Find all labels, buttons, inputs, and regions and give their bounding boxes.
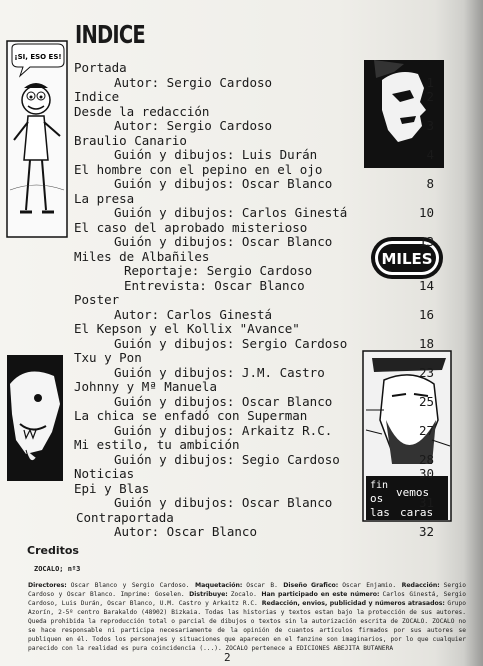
credits-text bbox=[28, 581, 466, 653]
comic-caption-fin: fin bbox=[370, 480, 389, 491]
toc-entry-title: La presa bbox=[74, 190, 135, 206]
toc-entry-author: Reportaje: Sergio Cardoso bbox=[124, 263, 313, 278]
credits-label: Han participado en este número: bbox=[261, 591, 383, 598]
toc-entry-title: Johnny y Mª Manuela bbox=[74, 379, 217, 394]
credits-value: Grupo Azorín, 2-5º centro Barakaldo (48902) Bizkaia. Todas las historias y textos estan bajo la protección de sus autores. Queda prohibida la reproducción total o parcial de dibujos o textos sin la autorización escrita de ZOCALO. ZOCALO no se hace responsable ni participa necesariamente de la opinión de cuantos artículos firmados por sus autores se publiquen en él. Todos los personajes y situaciones que aparecen en el fanzine son imaginarios, por lo que cualquier parecido con la realidad es pura coincidencia (...). ZOCALO pertenece a EDICIONES ABEJITA BUTANERA bbox=[28, 600, 466, 652]
toc-entry-author: Guión y dibujos: J.M. Castro bbox=[114, 364, 325, 380]
toc-page-number: 23 bbox=[418, 364, 434, 380]
toc-entry-author: Autor: Sergio Cardoso bbox=[114, 74, 273, 90]
toc-page-number: 8 bbox=[426, 176, 434, 191]
credits-label: Distribuye: bbox=[189, 591, 231, 598]
toc-entry-title: Mi estilo, tu ambición bbox=[74, 437, 240, 452]
toc-page-number: 14 bbox=[418, 277, 434, 293]
page-title: INDICE bbox=[75, 20, 145, 49]
toc-entry-title: Portada bbox=[74, 60, 127, 75]
toc-entry-author: Guión y dibujos: Oscar Blanco bbox=[114, 495, 333, 510]
toc-page-number: 31 bbox=[418, 495, 434, 510]
toc-entry-title: El caso del aprobado misterioso bbox=[74, 219, 308, 235]
toc-entry-author: Autor: Oscar Blanco bbox=[114, 524, 257, 539]
toc-page-number: 16 bbox=[418, 306, 434, 322]
toc-entry-title: Contraportada bbox=[76, 509, 174, 525]
toc-entry-author: Guión y dibujos: Luis Durán bbox=[114, 147, 318, 162]
toc-entry-author: Entrevista: Oscar Blanco bbox=[124, 277, 305, 293]
credits-label: Maquetación: bbox=[194, 582, 247, 589]
toc-page-number: 18 bbox=[418, 335, 434, 351]
toc-entry-author: Autor: Carlos Ginestá bbox=[114, 306, 273, 322]
toc-entry-title: El Kepson y el Kollix "Avance" bbox=[74, 321, 300, 336]
credits-label: Directores: bbox=[28, 582, 71, 589]
toc-page-number: 10 bbox=[418, 205, 434, 220]
page-number: 2 bbox=[224, 651, 231, 664]
toc-entry-title: Poster bbox=[74, 292, 120, 307]
credits-value: Oscar B. bbox=[246, 582, 284, 589]
toc-page-number: 28 bbox=[418, 451, 434, 467]
toc-entry-title: La chica se enfadó con Superman bbox=[74, 408, 308, 423]
toc-page-number: 30 bbox=[418, 466, 434, 481]
toc-entry-title: Txu y Pon bbox=[74, 350, 142, 365]
comic-caption-os: os bbox=[370, 492, 384, 505]
speech-bubble-text: ¡SI, ESO ES! bbox=[14, 53, 62, 61]
comic-caption-vemos: vemos bbox=[396, 486, 430, 499]
credits-value: Sergio Cardoso y Oscar Blanco. Imprime: Goselen. bbox=[28, 582, 466, 598]
toc-page-number: 25 bbox=[418, 393, 434, 409]
credits-label: Diseño Grafico: bbox=[283, 582, 343, 589]
credits-value: Carlos Ginestá, Sergio Cardoso, Luis Durán, Oscar Blanco, U.M. Castro y Arkaitz R.C. bbox=[28, 591, 466, 607]
toc-entry-title: Braulio Canario bbox=[74, 132, 187, 148]
toc-page-number: 27 bbox=[418, 422, 434, 438]
credits-value: Oscar Blanco y Sergio Cardoso. bbox=[70, 582, 195, 589]
toc-entry-author: Guión y dibujos: Arkaitz R.C. bbox=[114, 422, 333, 438]
toc-page-number: 1 bbox=[426, 74, 434, 90]
credits-label: Redacción: bbox=[401, 582, 444, 589]
toc-page-number: 4 bbox=[426, 147, 434, 162]
toc-entry-title: Miles de Albañiles bbox=[74, 248, 210, 264]
toc-page-number: 3 bbox=[426, 118, 434, 133]
toc-entry-author: Guión y dibujos: Oscar Blanco bbox=[114, 393, 333, 409]
toc-entry-author: Guión y dibujos: Segio Cardoso bbox=[114, 451, 340, 467]
toc-entry-title: Epi y Blas bbox=[74, 480, 150, 496]
toc-entry-title: Indice bbox=[74, 89, 120, 104]
toc-entry-title: Noticias bbox=[74, 466, 135, 481]
credits-label: Redacción, envios, publicidad y números atrasados: bbox=[261, 600, 448, 607]
credits-value: Zocalo. bbox=[230, 591, 262, 598]
toc-entry-author: Autor: Sergio Cardoso bbox=[114, 118, 273, 133]
issue-number: ZOCALO; nº3 bbox=[34, 565, 81, 573]
toc-entry-title: El hombre con el pepino en el ojo bbox=[74, 161, 323, 177]
dog-illustration bbox=[6, 354, 64, 482]
credits-heading: Creditos bbox=[27, 544, 79, 557]
toc-page-number: 13 bbox=[418, 234, 434, 249]
comic-caption-caras: caras bbox=[400, 506, 434, 519]
cartoon-character-illustration bbox=[6, 40, 68, 240]
credits-value: Oscar Enjamio. bbox=[342, 582, 402, 589]
toc-entry-author: Guión y dibujos: Sergio Cardoso bbox=[114, 335, 348, 351]
toc-page-number: 2 bbox=[426, 89, 434, 104]
badge-text: MILES bbox=[381, 250, 433, 268]
toc-entry-title: Desde la redacción bbox=[74, 103, 210, 119]
toc-page-number: 32 bbox=[418, 524, 434, 539]
comic-caption-las: las bbox=[370, 506, 390, 519]
toc-entry-author: Guión y dibujos: Oscar Blanco bbox=[114, 176, 333, 191]
toc-entry-author: Guión y dibujos: Carlos Ginestá bbox=[114, 205, 348, 220]
toc-entry-author: Guión y dibujos: Oscar Blanco bbox=[114, 234, 333, 249]
